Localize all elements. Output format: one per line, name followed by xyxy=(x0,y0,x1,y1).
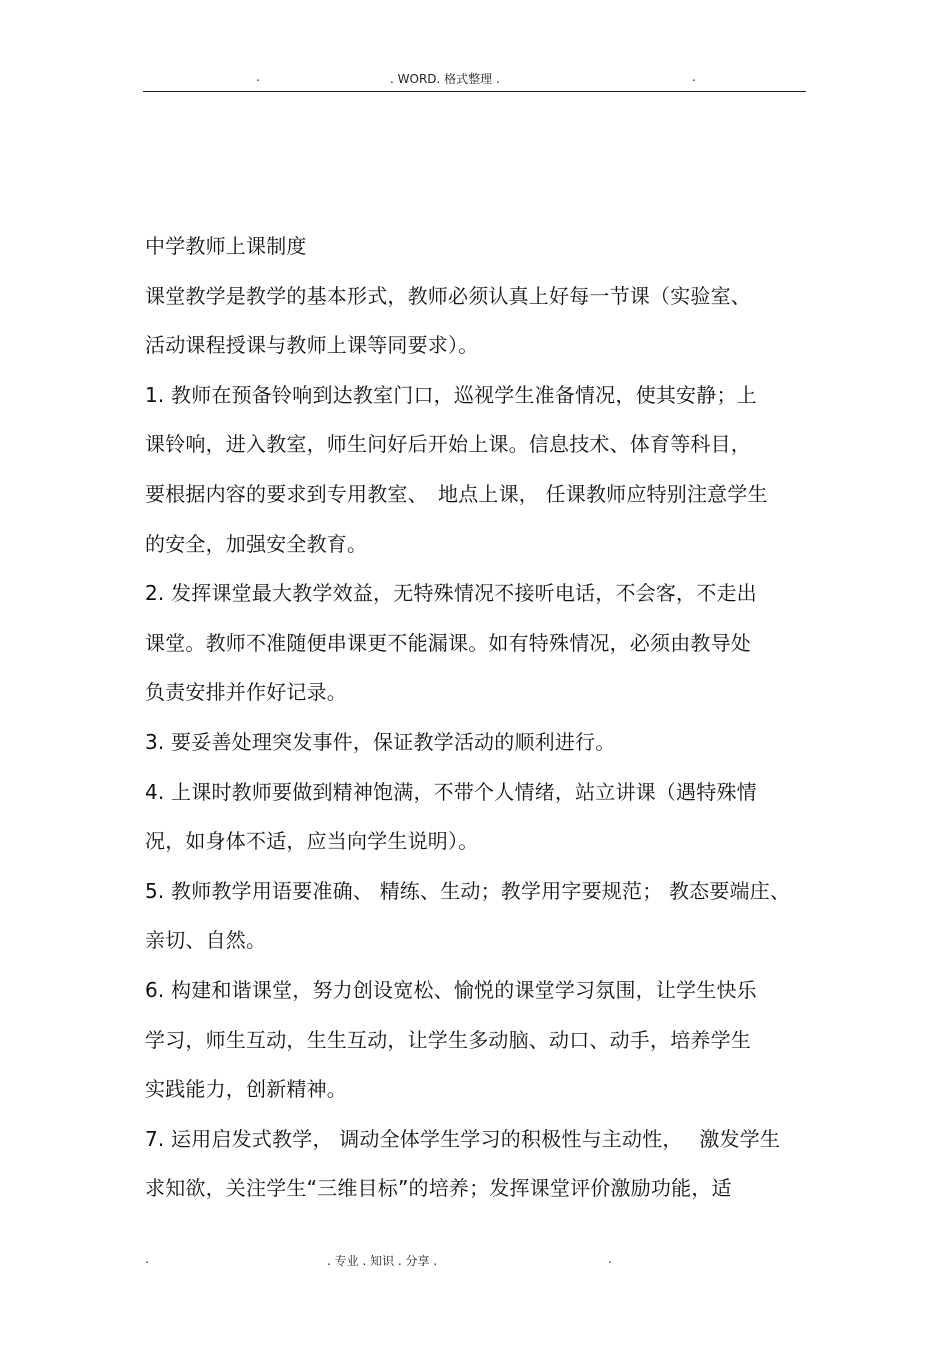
paragraph-line: 4. 上课时教师要做到精神饱满，不带个人情绪，站立讲课（遇特殊情 xyxy=(145,779,757,804)
footer-text: . 专业 . 知识 . 分享 . xyxy=(327,1254,438,1268)
page-header xyxy=(0,70,950,90)
paragraph-line: 负责安排并作好记录。 xyxy=(145,680,347,705)
paragraph-line: 1. 教师在预备铃响到达教室门口，巡视学生准备情况，使其安静；上 xyxy=(145,382,757,407)
paragraph-line: 课堂。教师不准随便串课更不能漏课。如有特殊情况，必须由教导处 xyxy=(145,630,751,655)
paragraph-line: 要根据内容的要求到专用教室、 地点上课， 任课教师应特别注意学生 xyxy=(145,481,768,506)
document-title: 中学教师上课制度 xyxy=(145,234,307,258)
paragraph-line: 实践能力，创新精神。 xyxy=(145,1077,347,1102)
paragraph-line: 6. 构建和谐课堂，努力创设宽松、愉悦的课堂学习氛围，让学生快乐 xyxy=(145,977,757,1002)
paragraph-line: 活动课程授课与教师上课等同要求）。 xyxy=(145,333,479,358)
header-divider xyxy=(143,91,806,92)
paragraph-line: 课堂教学是教学的基本形式，教师必须认真上好每一节课（实验室、 xyxy=(145,283,751,308)
document-body xyxy=(145,222,815,1214)
paragraph-line: 7. 运用启发式教学， 调动全体学生学习的积极性与主动性， 激发学生 xyxy=(145,1126,781,1151)
paragraph-line: 课铃响，进入教室，师生问好后开始上课。信息技术、体育等科目， xyxy=(145,432,751,457)
paragraph-line: 学习，师生互动，生生互动，让学生多动脑、动口、动手，培养学生 xyxy=(145,1027,751,1052)
header-text: . WORD. 格式整理 . xyxy=(390,72,500,86)
paragraph-line: 2. 发挥课堂最大教学效益，无特殊情况不接听电话，不会客，不走出 xyxy=(145,581,757,606)
footer-dot-left: . xyxy=(145,1252,149,1266)
paragraph-line: 求知欲，关注学生“三维目标”的培养；发挥课堂评价激励功能，适 xyxy=(145,1176,732,1201)
page-footer xyxy=(0,1252,950,1272)
paragraph-line: 亲切、自然。 xyxy=(145,928,267,953)
paragraph-line: 况，如身体不适，应当向学生说明）。 xyxy=(145,829,479,854)
paragraph-line: 3. 要妥善处理突发事件，保证教学活动的顺利进行。 xyxy=(145,729,616,754)
paragraph-line: 5. 教师教学用语要准确、 精练、生动；教学用字要规范； 教态要端庄、 xyxy=(145,878,791,903)
header-dot-left: . xyxy=(256,70,260,84)
header-dot-right: . xyxy=(692,70,696,84)
paragraph-line: 的安全，加强安全教育。 xyxy=(145,531,368,556)
footer-dot-right: . xyxy=(608,1252,612,1266)
